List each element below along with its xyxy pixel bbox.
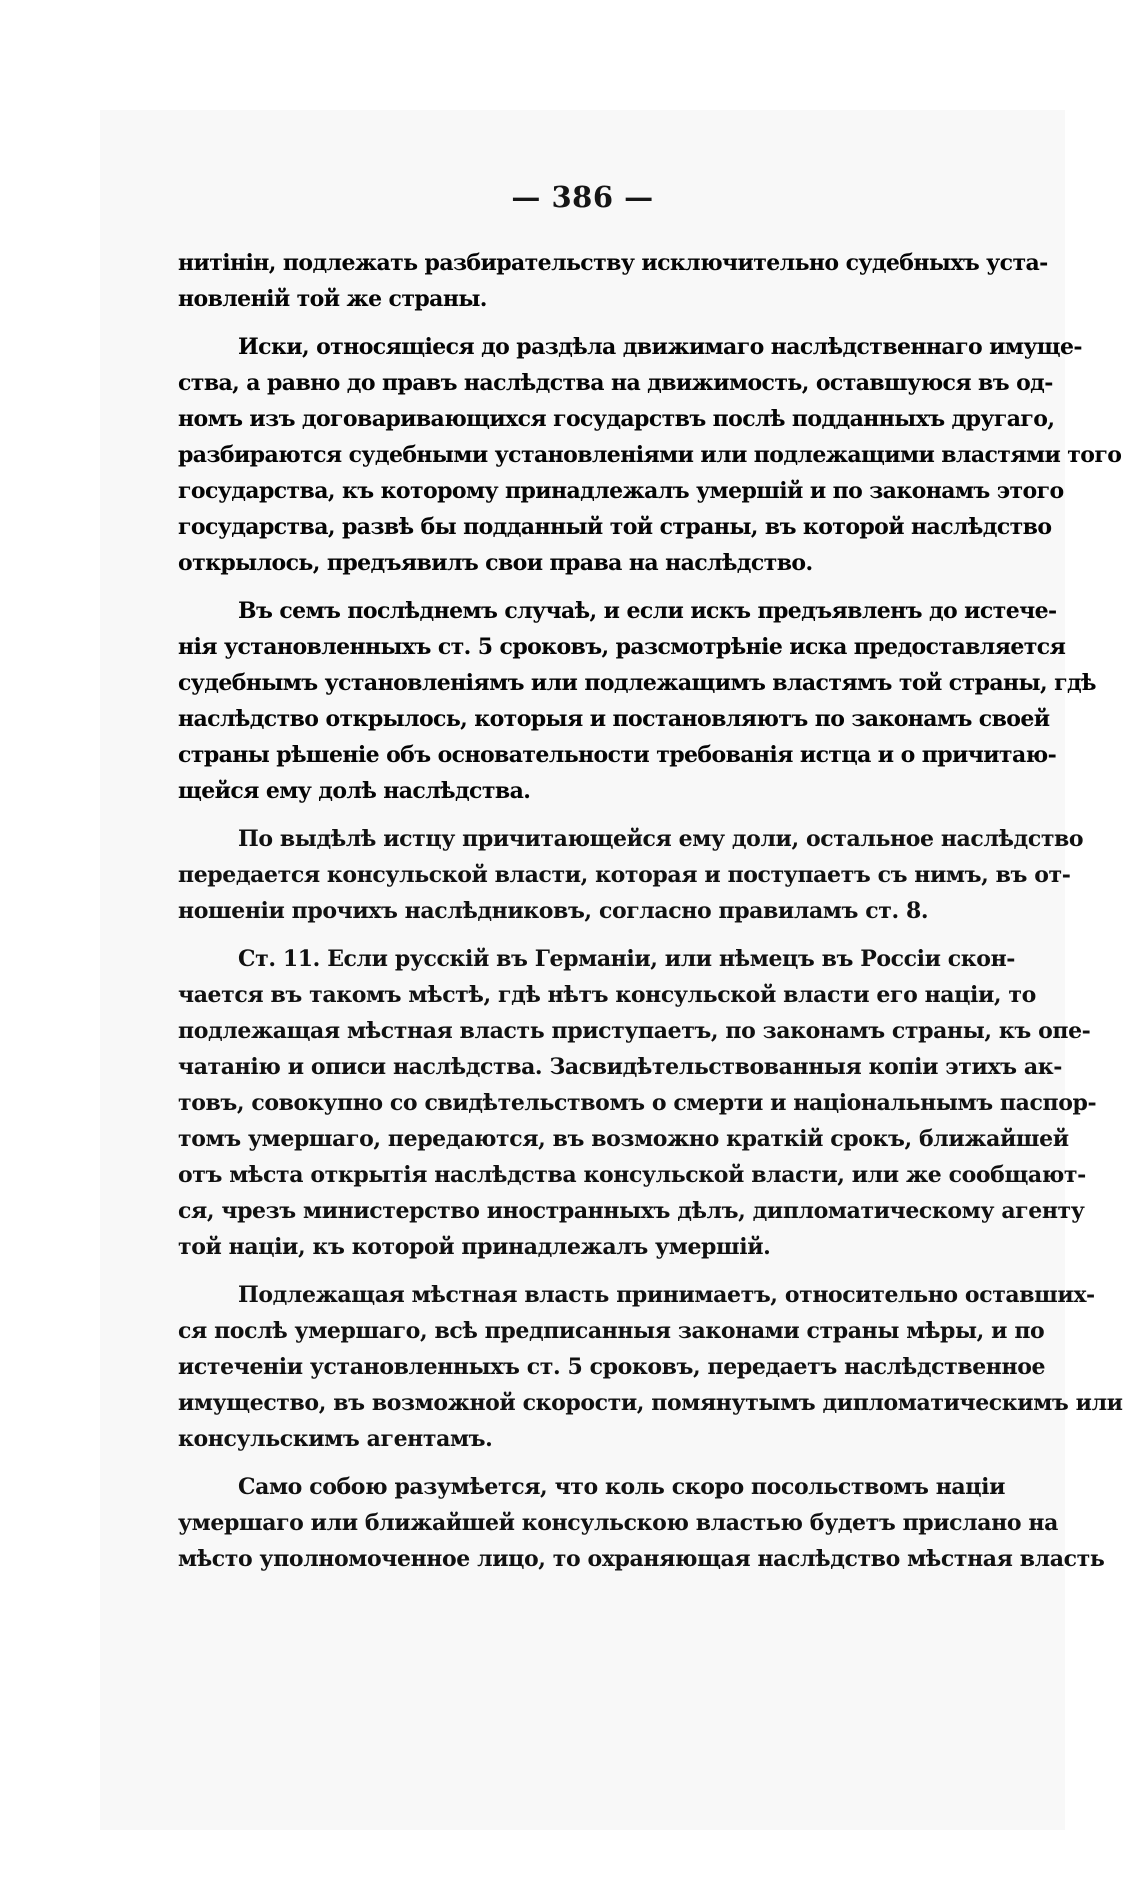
paragraph-7: [178, 1469, 1105, 1577]
text-line: разбираются судебными установленіями или подлежащими властями того: [178, 442, 1122, 468]
text-line: нія установленныхъ ст. 5 сроковъ, разсмотрѣніе иска предоставляется: [178, 634, 1066, 660]
book-page: [100, 110, 1123, 1830]
text-line: государства, развѣ бы подданный той страны, въ которой наслѣдство: [178, 514, 1052, 540]
text-line: умершаго или ближайшей консульскою властью будетъ прислано на: [178, 1510, 1058, 1536]
text-line: Само собою разумѣется, что коль скоро посольствомъ націи: [238, 1474, 1005, 1500]
text-line: консульскимъ агентамъ.: [178, 1426, 493, 1452]
text-line: новленій той же страны.: [178, 286, 487, 312]
text-line: номъ изъ договаривающихся государствъ послѣ подданныхъ другаго,: [178, 406, 1055, 432]
paragraph-6: [178, 1277, 1123, 1457]
text-line: подлежащая мѣстная власть приступаетъ, по законамъ страны, къ опе-: [178, 1018, 1091, 1044]
page-number: — 386 —: [511, 180, 654, 214]
paragraph-3: [178, 593, 1096, 809]
text-line: чается въ такомъ мѣстѣ, гдѣ нѣтъ консульской власти его націи, то: [178, 982, 1036, 1008]
text-line: По выдѣлѣ истцу причитающейся ему доли, остальное наслѣдство: [238, 826, 1084, 852]
article-11: [178, 941, 1097, 1265]
paragraph-2: [178, 329, 1122, 581]
body-text: [178, 245, 1123, 1589]
text-line: истеченіи установленныхъ ст. 5 сроковъ, передаетъ наслѣдственное: [178, 1354, 1046, 1380]
text-line: передается консульской власти, которая и поступаетъ съ нимъ, въ от-: [178, 862, 1071, 888]
text-line: томъ умершаго, передаются, въ возможно краткій срокъ, ближайшей: [178, 1126, 1069, 1152]
text-line: той націи, къ которой принадлежалъ умершій.: [178, 1234, 771, 1260]
text-line: чатанію и описи наслѣдства. Засвидѣтельствованныя копіи этихъ ак-: [178, 1054, 1062, 1080]
paragraph-4: [178, 821, 1084, 929]
text-line: нитінін, подлежать разбирательству исключительно судебныхъ уста-: [178, 250, 1048, 276]
text-line: открылось, предъявилъ свои права на наслѣдство.: [178, 550, 813, 576]
text-line: отъ мѣста открытія наслѣдства консульской власти, или же сообщают-: [178, 1162, 1086, 1188]
paragraph-1: [178, 245, 1048, 317]
text-line: Иски, относящіеся до раздѣла движимаго наслѣдственнаго имуще-: [238, 334, 1082, 360]
text-line: ношеніи прочихъ наслѣдниковъ, согласно правиламъ ст. 8.: [178, 898, 929, 924]
text-line: страны рѣшеніе объ основательности требованія истца и о причитаю-: [178, 742, 1057, 768]
text-line: Подлежащая мѣстная власть принимаетъ, относительно оставших-: [238, 1282, 1095, 1308]
text-line: мѣсто уполномоченное лицо, то охраняющая наслѣдство мѣстная власть: [178, 1546, 1105, 1572]
text-line: государства, къ которому принадлежалъ умершій и по законамъ этого: [178, 478, 1064, 504]
text-line: ся, чрезъ министерство иностранныхъ дѣлъ, дипломатическому агенту: [178, 1198, 1085, 1224]
text-line: имущество, въ возможной скорости, помянутымъ дипломатическимъ или: [178, 1390, 1123, 1416]
text-line: ства, а равно до правъ наслѣдства на движимость, оставшуюся въ од-: [178, 370, 1053, 396]
text-line: Въ семъ послѣднемъ случаѣ, и если искъ предъявленъ до истече-: [238, 598, 1057, 624]
text-line: ся послѣ умершаго, всѣ предписанныя законами страны мѣры, и по: [178, 1318, 1045, 1344]
text-line: товъ, совокупно со свидѣтельствомъ о смерти и національнымъ паспор-: [178, 1090, 1097, 1116]
text-line: Ст. 11. Если русскій въ Германіи, или нѣмецъ въ Россіи скон-: [238, 946, 1016, 972]
text-line: судебнымъ установленіямъ или подлежащимъ властямъ той страны, гдѣ: [178, 670, 1096, 696]
text-line: наслѣдство открылось, которыя и постановляютъ по законамъ своей: [178, 706, 1050, 732]
text-line: щейся ему долѣ наслѣдства.: [178, 778, 531, 804]
